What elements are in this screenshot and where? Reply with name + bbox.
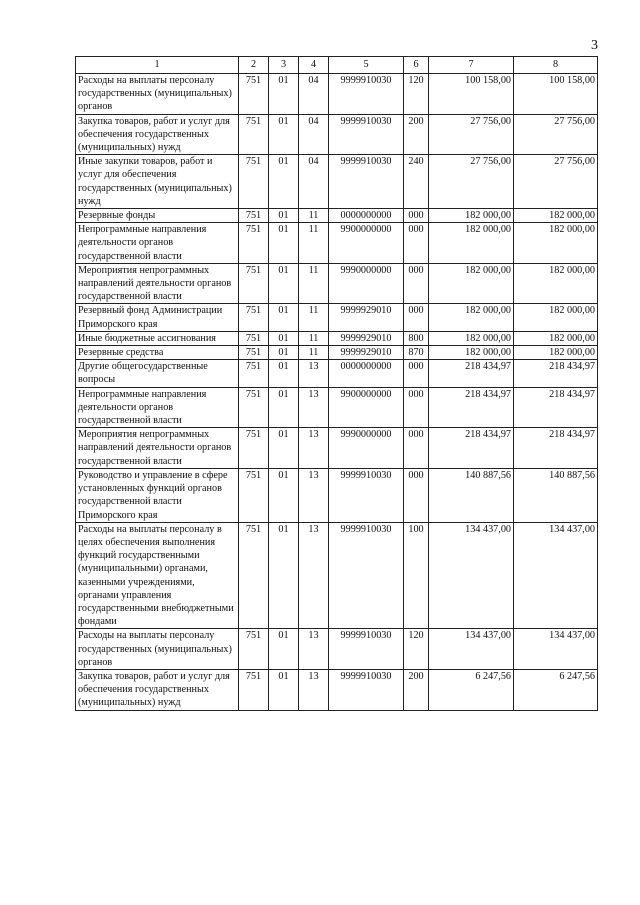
section-code: 01: [269, 522, 299, 629]
expense-type-code: 000: [404, 263, 429, 304]
column-header: 4: [299, 57, 329, 74]
target-article-code: 9999929010: [329, 331, 404, 345]
amount-col8: 27 756,00: [514, 114, 598, 155]
expense-name: Резервные средства: [76, 346, 239, 360]
expense-name: Непрограммные направления деятельности органов государственной власти: [76, 387, 239, 428]
budget-table: [75, 56, 598, 711]
amount-col7: 218 434,97: [429, 387, 514, 428]
subsection-code: 13: [299, 387, 329, 428]
table-row: [76, 304, 598, 331]
table-row: [76, 387, 598, 428]
expense-name: Резервные фонды: [76, 209, 239, 223]
amount-col8: 182 000,00: [514, 304, 598, 331]
target-article-code: 9990000000: [329, 428, 404, 469]
expense-type-code: 800: [404, 331, 429, 345]
amount-col7: 182 000,00: [429, 209, 514, 223]
section-code: 01: [269, 669, 299, 710]
amount-col8: 218 434,97: [514, 387, 598, 428]
target-article-code: 9999910030: [329, 114, 404, 155]
expense-type-code: 870: [404, 346, 429, 360]
table-row: [76, 669, 598, 710]
expense-type-code: 200: [404, 114, 429, 155]
table-row: [76, 74, 598, 115]
column-header: 1: [76, 57, 239, 74]
column-header: 5: [329, 57, 404, 74]
expense-name: Мероприятия непрограммных направлений деятельности органов государственной власти: [76, 263, 239, 304]
amount-col8: 140 887,56: [514, 468, 598, 522]
amount-col8: 218 434,97: [514, 360, 598, 387]
target-article-code: 0000000000: [329, 360, 404, 387]
department-code: 751: [239, 331, 269, 345]
amount-col7: 100 158,00: [429, 74, 514, 115]
amount-col7: 182 000,00: [429, 346, 514, 360]
department-code: 751: [239, 360, 269, 387]
section-code: 01: [269, 428, 299, 469]
target-article-code: 9999910030: [329, 629, 404, 670]
department-code: 751: [239, 304, 269, 331]
expense-name: Резервный фонд Администрации Приморского края: [76, 304, 239, 331]
expense-type-code: 000: [404, 360, 429, 387]
expense-type-code: 240: [404, 155, 429, 209]
expense-type-code: 200: [404, 669, 429, 710]
amount-col8: 182 000,00: [514, 223, 598, 264]
amount-col8: 134 437,00: [514, 629, 598, 670]
department-code: 751: [239, 468, 269, 522]
table-row: [76, 223, 598, 264]
expense-name: Иные бюджетные ассигнования: [76, 331, 239, 345]
table-row: [76, 263, 598, 304]
table-row: [76, 428, 598, 469]
amount-col7: 182 000,00: [429, 263, 514, 304]
subsection-code: 13: [299, 669, 329, 710]
column-header: 7: [429, 57, 514, 74]
expense-name: Расходы на выплаты персоналу в целях обеспечения выполнения функций государственными (муниципальными) органами, казенными учреждениями, органами управления государственными внебюджетными фондами: [76, 522, 239, 629]
section-code: 01: [269, 360, 299, 387]
department-code: 751: [239, 428, 269, 469]
table-row: [76, 629, 598, 670]
target-article-code: 9900000000: [329, 387, 404, 428]
amount-col8: 182 000,00: [514, 209, 598, 223]
expense-type-code: 000: [404, 209, 429, 223]
section-code: 01: [269, 155, 299, 209]
department-code: 751: [239, 346, 269, 360]
subsection-code: 11: [299, 223, 329, 264]
section-code: 01: [269, 468, 299, 522]
expense-type-code: 000: [404, 428, 429, 469]
amount-col8: 218 434,97: [514, 428, 598, 469]
subsection-code: 13: [299, 522, 329, 629]
column-header: 6: [404, 57, 429, 74]
department-code: 751: [239, 669, 269, 710]
subsection-code: 11: [299, 263, 329, 304]
subsection-code: 11: [299, 209, 329, 223]
subsection-code: 13: [299, 428, 329, 469]
target-article-code: 9900000000: [329, 223, 404, 264]
amount-col7: 182 000,00: [429, 331, 514, 345]
table-row: [76, 522, 598, 629]
amount-col8: 134 437,00: [514, 522, 598, 629]
subsection-code: 13: [299, 360, 329, 387]
table-row: [76, 360, 598, 387]
target-article-code: 9999929010: [329, 304, 404, 331]
table-row: [76, 114, 598, 155]
section-code: 01: [269, 263, 299, 304]
expense-type-code: 000: [404, 223, 429, 264]
amount-col7: 218 434,97: [429, 360, 514, 387]
department-code: 751: [239, 629, 269, 670]
amount-col8: 27 756,00: [514, 155, 598, 209]
table-row: [76, 331, 598, 345]
amount-col7: 27 756,00: [429, 155, 514, 209]
amount-col8: 182 000,00: [514, 331, 598, 345]
department-code: 751: [239, 74, 269, 115]
table-header-row: [76, 57, 598, 74]
expense-type-code: 000: [404, 387, 429, 428]
department-code: 751: [239, 155, 269, 209]
subsection-code: 13: [299, 629, 329, 670]
amount-col8: 100 158,00: [514, 74, 598, 115]
expense-name: Закупка товаров, работ и услуг для обеспечения государственных (муниципальных) нужд: [76, 114, 239, 155]
section-code: 01: [269, 629, 299, 670]
subsection-code: 04: [299, 155, 329, 209]
amount-col7: 140 887,56: [429, 468, 514, 522]
amount-col7: 218 434,97: [429, 428, 514, 469]
department-code: 751: [239, 387, 269, 428]
section-code: 01: [269, 304, 299, 331]
target-article-code: 0000000000: [329, 209, 404, 223]
column-header: 8: [514, 57, 598, 74]
section-code: 01: [269, 223, 299, 264]
department-code: 751: [239, 114, 269, 155]
expense-type-code: 000: [404, 468, 429, 522]
target-article-code: 9990000000: [329, 263, 404, 304]
section-code: 01: [269, 387, 299, 428]
expense-name: Непрограммные направления деятельности органов государственной власти: [76, 223, 239, 264]
section-code: 01: [269, 74, 299, 115]
department-code: 751: [239, 209, 269, 223]
expense-name: Расходы на выплаты персоналу государственных (муниципальных) органов: [76, 74, 239, 115]
table-row: [76, 346, 598, 360]
department-code: 751: [239, 223, 269, 264]
section-code: 01: [269, 331, 299, 345]
table-row: [76, 468, 598, 522]
subsection-code: 11: [299, 346, 329, 360]
expense-name: Расходы на выплаты персоналу государственных (муниципальных) органов: [76, 629, 239, 670]
amount-col7: 182 000,00: [429, 223, 514, 264]
expense-name: Закупка товаров, работ и услуг для обеспечения государственных (муниципальных) нужд: [76, 669, 239, 710]
section-code: 01: [269, 346, 299, 360]
column-header: 2: [239, 57, 269, 74]
amount-col8: 182 000,00: [514, 263, 598, 304]
subsection-code: 11: [299, 331, 329, 345]
target-article-code: 9999910030: [329, 522, 404, 629]
subsection-code: 04: [299, 74, 329, 115]
amount-col7: 182 000,00: [429, 304, 514, 331]
amount-col7: 27 756,00: [429, 114, 514, 155]
expense-type-code: 120: [404, 74, 429, 115]
subsection-code: 04: [299, 114, 329, 155]
amount-col8: 6 247,56: [514, 669, 598, 710]
section-code: 01: [269, 114, 299, 155]
expense-name: Мероприятия непрограммных направлений деятельности органов государственной власти: [76, 428, 239, 469]
amount-col7: 6 247,56: [429, 669, 514, 710]
table-row: [76, 209, 598, 223]
department-code: 751: [239, 522, 269, 629]
target-article-code: 9999910030: [329, 155, 404, 209]
table-row: [76, 155, 598, 209]
expense-name: Другие общегосударственные вопросы: [76, 360, 239, 387]
amount-col7: 134 437,00: [429, 522, 514, 629]
department-code: 751: [239, 263, 269, 304]
column-header: 3: [269, 57, 299, 74]
amount-col8: 182 000,00: [514, 346, 598, 360]
section-code: 01: [269, 209, 299, 223]
target-article-code: 9999910030: [329, 74, 404, 115]
expense-type-code: 100: [404, 522, 429, 629]
expense-name: Иные закупки товаров, работ и услуг для обеспечения государственных (муниципальных) нужд: [76, 155, 239, 209]
amount-col7: 134 437,00: [429, 629, 514, 670]
target-article-code: 9999910030: [329, 468, 404, 522]
subsection-code: 11: [299, 304, 329, 331]
expense-type-code: 000: [404, 304, 429, 331]
target-article-code: 9999929010: [329, 346, 404, 360]
expense-type-code: 120: [404, 629, 429, 670]
target-article-code: 9999910030: [329, 669, 404, 710]
expense-name: Руководство и управление в сфере установленных функций органов государственной власти Приморского края: [76, 468, 239, 522]
subsection-code: 13: [299, 468, 329, 522]
page-number: 3: [591, 38, 598, 53]
